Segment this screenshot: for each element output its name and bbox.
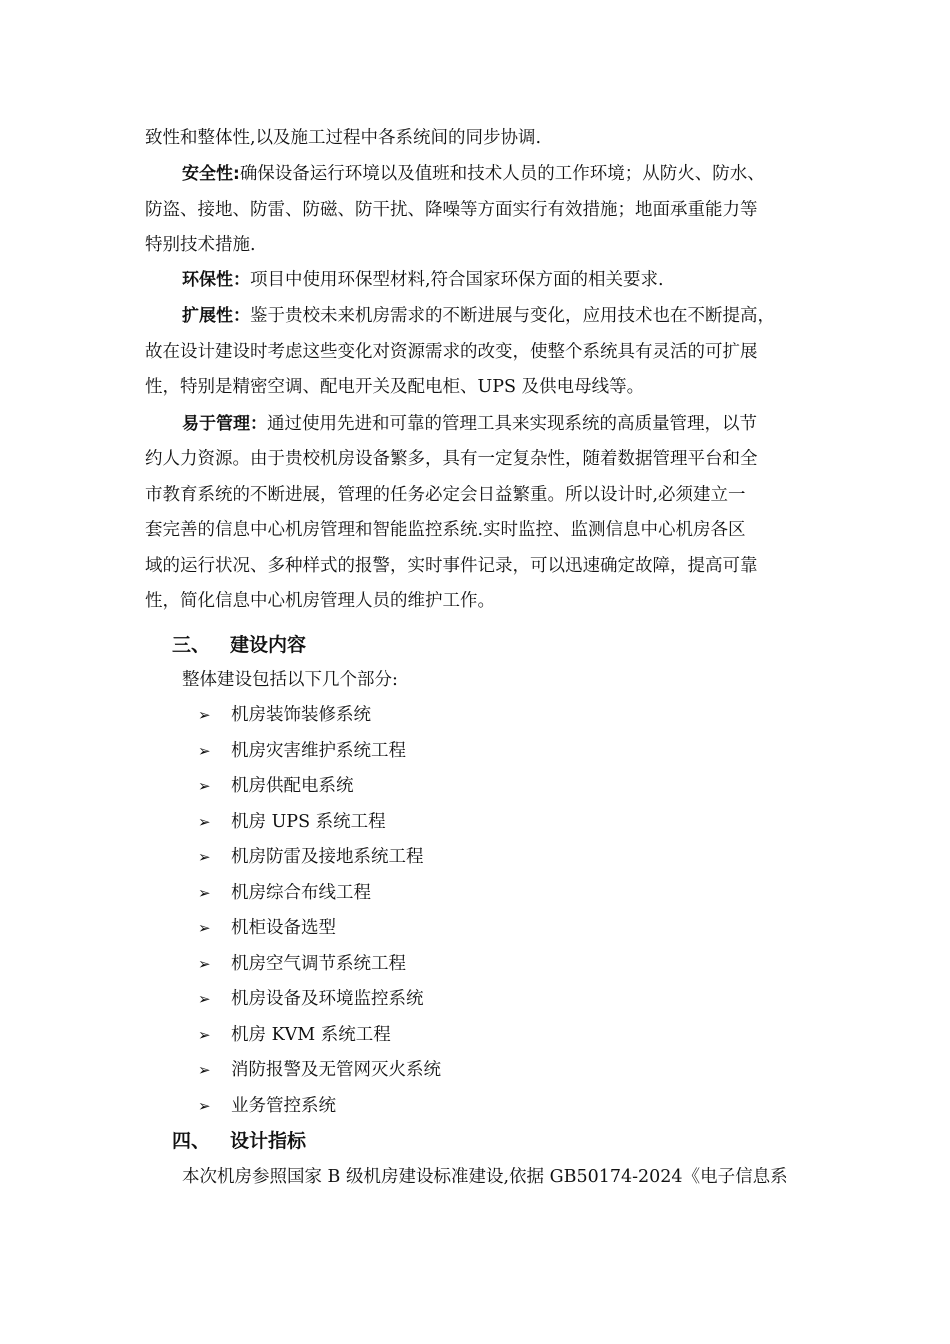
list-item xyxy=(198,1094,336,1118)
manage-label: 易于管理： xyxy=(182,414,267,434)
paragraph-line: 域的运行状况、多种样式的报警，实时事件记录，可以迅速确定故障，提高可靠 xyxy=(145,556,758,576)
list-item-text: 机房装饰装修系统 xyxy=(231,705,371,725)
arrow-bullet-icon: ➢ xyxy=(198,884,211,902)
paragraph-line: 市教育系统的不断进展，管理的任务必定会日益繁重。所以设计时,必须建立一 xyxy=(145,485,746,505)
list-item-text: 业务管控系统 xyxy=(231,1096,336,1116)
arrow-bullet-icon: ➢ xyxy=(198,848,211,866)
list-item xyxy=(198,1023,391,1047)
list-item-text: 机房空气调节系统工程 xyxy=(231,954,406,974)
eco-label: 环保性： xyxy=(182,270,250,290)
list-item-text: 机房 UPS 系统工程 xyxy=(231,812,386,832)
eco-text: 项目中使用环保型材料,符合国家环保方面的相关要求. xyxy=(250,270,664,290)
manage-text: 通过使用先进和可靠的管理工具来实现系统的高质量管理，以节 xyxy=(267,414,757,434)
list-item xyxy=(198,916,336,940)
arrow-bullet-icon: ➢ xyxy=(198,1097,211,1115)
paragraph-line: 套完善的信息中心机房管理和智能监控系统.实时监控、监测信息中心机房各区 xyxy=(145,520,746,540)
safety-label: 安全性: xyxy=(182,164,240,184)
section-number: 三、 xyxy=(172,634,211,656)
arrow-bullet-icon: ➢ xyxy=(198,1061,211,1079)
section-heading-4 xyxy=(172,1128,306,1154)
paragraph-line: 故在设计建设时考虑这些变化对资源需求的改变，使整个系统具有灵活的可扩展 xyxy=(145,342,758,362)
paragraph-line: 致性和整体性,以及施工过程中各系统间的同步协调. xyxy=(145,128,542,148)
list-item xyxy=(198,739,406,763)
arrow-bullet-icon: ➢ xyxy=(198,777,211,795)
arrow-bullet-icon: ➢ xyxy=(198,919,211,937)
eco-paragraph-line xyxy=(182,268,872,292)
list-item-text: 机房灾害维护系统工程 xyxy=(231,741,406,761)
scalability-text: 鉴于贵校未来机房需求的不断进展与变化，应用技术也在不断提高， xyxy=(250,306,775,326)
section-title: 建设内容 xyxy=(230,634,307,656)
section-heading-3 xyxy=(172,632,306,658)
list-item-text: 机房防雷及接地系统工程 xyxy=(231,847,424,867)
list-item-text: 机房设备及环境监控系统 xyxy=(231,989,424,1009)
arrow-bullet-icon: ➢ xyxy=(198,742,211,760)
list-item-text: 机房 KVM 系统工程 xyxy=(231,1025,391,1045)
section-number: 四、 xyxy=(172,1130,211,1152)
paragraph-line: 性，简化信息中心机房管理人员的维护工作。 xyxy=(145,591,495,611)
paragraph-line: 约人力资源。由于贵校机房设备繁多，具有一定复杂性，随着数据管理平台和全 xyxy=(145,449,758,469)
section-intro: 整体建设包括以下几个部分: xyxy=(182,670,398,690)
arrow-bullet-icon: ➢ xyxy=(198,1026,211,1044)
list-item xyxy=(198,810,386,834)
arrow-bullet-icon: ➢ xyxy=(198,955,211,973)
list-item-text: 机房综合布线工程 xyxy=(231,883,371,903)
paragraph-line: 本次机房参照国家 B 级机房建设标准建设,依据 GB50174-2024《电子信息系 xyxy=(182,1167,788,1187)
list-item xyxy=(198,1058,441,1082)
manage-paragraph-line xyxy=(182,412,872,436)
list-item-text: 机柜设备选型 xyxy=(231,918,336,938)
arrow-bullet-icon: ➢ xyxy=(198,706,211,724)
list-item xyxy=(198,987,424,1011)
scalability-paragraph-line xyxy=(182,304,872,328)
list-item-text: 机房供配电系统 xyxy=(231,776,354,796)
paragraph-line: 特别技术措施. xyxy=(145,235,256,255)
list-item xyxy=(198,774,354,798)
list-item xyxy=(198,952,406,976)
list-item xyxy=(198,703,371,727)
safety-paragraph-line xyxy=(182,162,872,186)
paragraph-line: 性，特别是精密空调、配电开关及配电柜、UPS 及供电母线等。 xyxy=(145,377,645,397)
scalability-label: 扩展性： xyxy=(182,306,250,326)
arrow-bullet-icon: ➢ xyxy=(198,813,211,831)
list-item xyxy=(198,881,371,905)
section-title: 设计指标 xyxy=(230,1130,307,1152)
list-item-text: 消防报警及无管网灭火系统 xyxy=(231,1060,441,1080)
paragraph-line: 防盗、接地、防雷、防磁、防干扰、降噪等方面实行有效措施；地面承重能力等 xyxy=(145,200,758,220)
safety-text: 确保设备运行环境以及值班和技术人员的工作环境；从防火、防水、 xyxy=(239,164,765,184)
arrow-bullet-icon: ➢ xyxy=(198,990,211,1008)
list-item xyxy=(198,845,424,869)
